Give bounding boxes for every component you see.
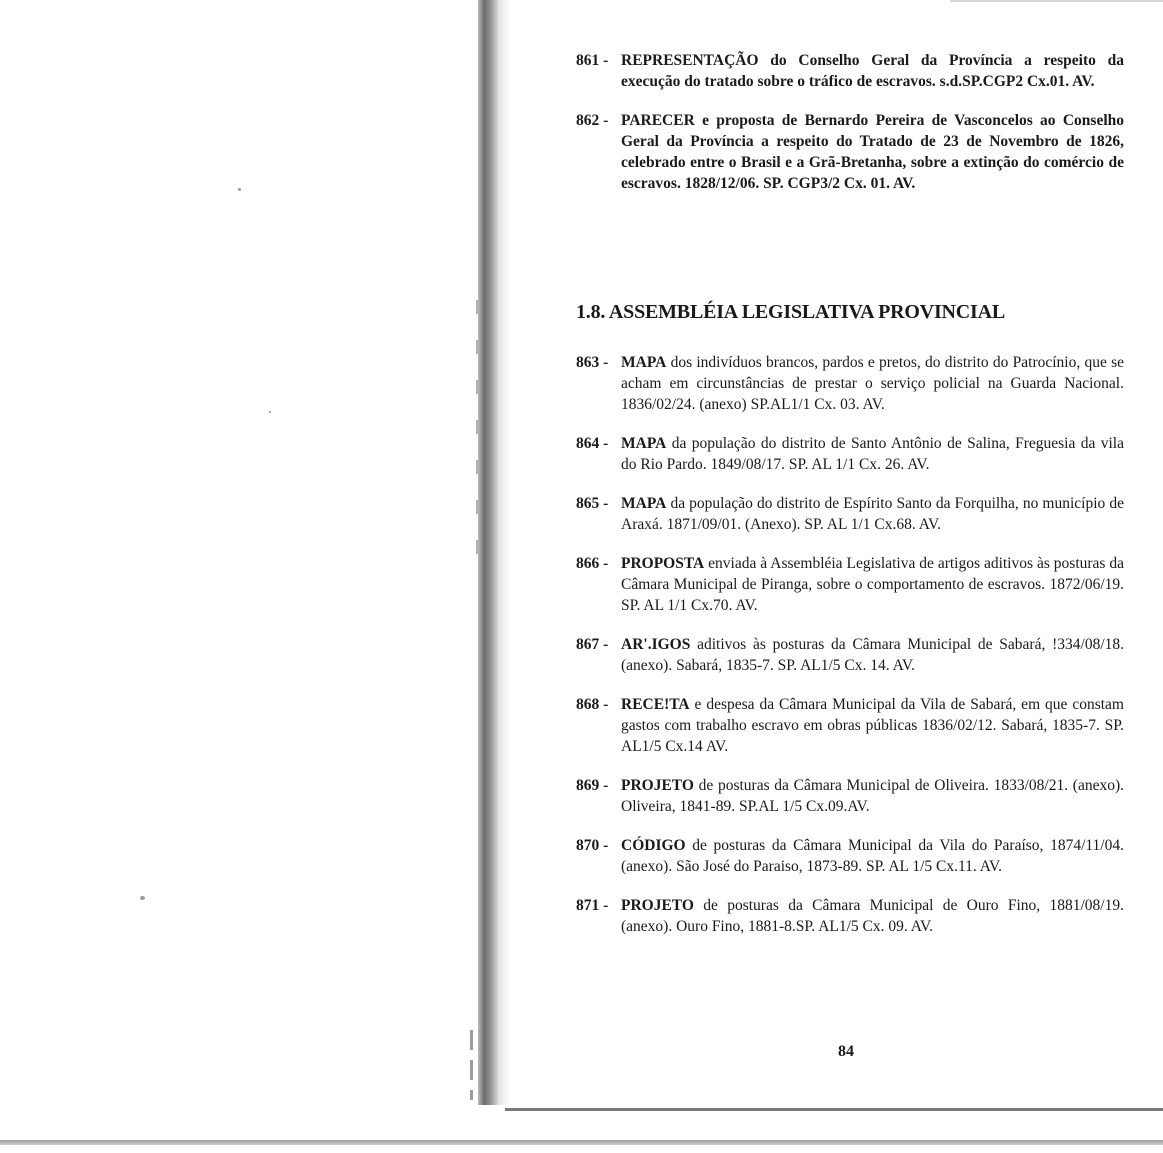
catalog-entry xyxy=(576,352,1124,415)
catalog-entry xyxy=(576,835,1124,877)
entry-number: 870 - xyxy=(576,837,609,854)
entry-number: 862 - xyxy=(576,112,609,129)
entry-number: 871 - xyxy=(576,897,609,914)
entry-number: 865 - xyxy=(576,495,609,512)
entry-text: CÓDIGO de posturas da Câmara Municipal da Vila do Paraíso, 1874/11/04. (anexo). São José do Paraiso, 1873-89. SP. AL 1/5 Cx.11. AV. xyxy=(621,837,1124,875)
entry-text: MAPA dos indivíduos brancos, pardos e pretos, do distrito do Patrocínio, que se acham em circunstâncias de prestar o serviço policial na Guarda Nacional. 1836/02/24. (anexo) SP.AL1/1 Cx. 03. AV. xyxy=(621,354,1124,413)
left-blank-page xyxy=(0,0,478,1140)
section-title: 1.8. ASSEMBLÉIA LEGISLATIVA PROVINCIAL xyxy=(576,301,1006,323)
entry-text: PARECER e proposta de Bernardo Pereira de Vasconcelos ao Conselho Geral da Província a respeito do Tratado de 23 de Novembro de 1826, celebrado entre o Brasil e a Grã-Bretanha, sobre a extinção do comércio de escravos. 1828/12/06. SP. CGP3/2 Cx. 01. AV. xyxy=(621,112,1124,192)
page-top-edge xyxy=(950,0,1163,2)
catalog-entry xyxy=(576,553,1124,616)
scan-bottom-edge xyxy=(0,1140,1163,1145)
catalog-entry xyxy=(576,895,1124,937)
entries-top xyxy=(576,50,1124,194)
catalog-entry xyxy=(576,50,1124,92)
entry-text: AR'.IGOS aditivos às posturas da Câmara Municipal de Sabará, !334/08/18. (anexo). Sabará, 1835-7. SP. AL1/5 Cx. 14. AV. xyxy=(621,636,1124,674)
entry-text: REPRESENTAÇÃO do Conselho Geral da Província a respeito da execução do tratado sobre o tráfico de escravos. s.d.SP.CGP2 Cx.01. AV. xyxy=(621,52,1124,90)
catalog-entry xyxy=(576,634,1124,676)
entry-text: PROJETO de posturas da Câmara Municipal de Ouro Fino, 1881/08/19. (anexo). Ouro Fino, 1881-8.SP. AL1/5 Cx. 09. AV. xyxy=(621,897,1124,935)
scan-speck xyxy=(269,411,271,413)
edge-marks-lower xyxy=(470,1030,473,1100)
entry-number: 869 - xyxy=(576,777,609,794)
entry-number: 867 - xyxy=(576,636,609,653)
page-number: 84 xyxy=(838,1043,854,1060)
catalog-entry xyxy=(576,775,1124,817)
catalog-entry xyxy=(576,433,1124,475)
scan-speck xyxy=(140,896,145,900)
catalog-entry xyxy=(576,493,1124,535)
entry-number: 863 - xyxy=(576,354,609,371)
page-bottom-edge xyxy=(505,1108,1163,1111)
edge-marks xyxy=(476,300,478,560)
entry-number: 866 - xyxy=(576,555,609,572)
entry-text: RECE!TA e despesa da Câmara Municipal da Vila de Sabará, em que constam gastos com trabalho escravo em obras públicas 1836/02/12. Sabará, 1835-7. SP. AL1/5 Cx.14 AV. xyxy=(621,696,1124,755)
scan-speck xyxy=(238,188,241,191)
entry-number: 864 - xyxy=(576,435,609,452)
gutter-shade xyxy=(498,0,510,1105)
catalog-entry xyxy=(576,694,1124,757)
entries-bottom xyxy=(576,352,1124,937)
entry-text: MAPA da população do distrito de Espírito Santo da Forquilha, no município de Araxá. 1871/09/01. (Anexo). SP. AL 1/1 Cx.68. AV. xyxy=(621,495,1124,533)
entry-text: PROJETO de posturas da Câmara Municipal de Oliveira. 1833/08/21. (anexo). Oliveira, 1841-89. SP.AL 1/5 Cx.09.AV. xyxy=(621,777,1124,815)
entry-number: 868 - xyxy=(576,696,609,713)
entry-text: PROPOSTA enviada à Assembléia Legislativa de artigos aditivos às posturas da Câmara Municipal de Piranga, sobre o comportamento de escravos. 1872/06/19. SP. AL 1/1 Cx.70. AV. xyxy=(621,555,1124,614)
entry-number: 861 - xyxy=(576,52,609,69)
entry-text: MAPA da população do distrito de Santo Antônio de Salina, Freguesia da vila do Rio Pardo. 1849/08/17. SP. AL 1/1 Cx. 26. AV. xyxy=(621,435,1124,473)
book-gutter xyxy=(478,0,498,1105)
catalog-entry xyxy=(576,110,1124,194)
